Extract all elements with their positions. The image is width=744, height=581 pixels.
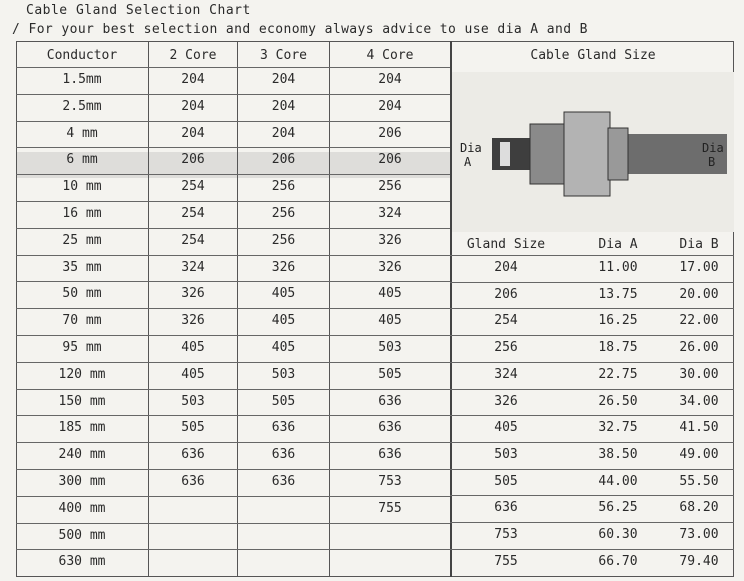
size-row-divider [450, 549, 734, 550]
row-divider [16, 415, 450, 416]
size-dia-b-cell: 49.00 [679, 447, 719, 462]
size-dia-a-cell: 44.00 [598, 474, 638, 489]
size-dia-b-cell: 17.00 [679, 260, 719, 275]
row-divider [16, 442, 450, 443]
gland-size-cell: 636 [378, 420, 402, 435]
gland-size-cell [331, 551, 449, 573]
gland-size-cell: 254 [181, 206, 205, 221]
conductor-cell: 500 mm [58, 528, 106, 543]
size-row-divider [450, 362, 734, 363]
gland-size-cell: 636 [271, 420, 296, 435]
gland-size-cell: 505 [378, 367, 402, 382]
gland-size-cell: 503 [271, 367, 296, 382]
size-gland-cell: 256 [494, 340, 518, 355]
size-gland-cell: 755 [494, 554, 518, 569]
size-gland-cell: 636 [494, 500, 518, 515]
row-divider [16, 549, 450, 550]
gland-size-cell: 326 [378, 233, 402, 248]
row-divider [16, 496, 450, 497]
gland-size-cell: 204 [271, 99, 296, 114]
header-gland-size: Gland Size [466, 237, 546, 252]
size-gland-cell: 254 [494, 313, 518, 328]
gland-size-cell: 204 [181, 126, 205, 141]
header-3-core: 3 Core [260, 48, 307, 63]
gland-size-cell [239, 498, 328, 520]
chart-title: Cable Gland Selection Chart [26, 3, 251, 18]
chart-subtitle: / For your best selection and economy always advice to use dia A and B [12, 22, 588, 37]
conductor-cell: 95 mm [62, 340, 102, 355]
header-conductor: Conductor [46, 48, 118, 63]
gland-size-cell: 636 [378, 447, 402, 462]
gland-size-cell: 326 [181, 286, 205, 301]
gland-size-cell: 636 [271, 447, 296, 462]
gland-size-cell: 206 [271, 152, 296, 167]
gland-size-cell: 505 [181, 420, 205, 435]
row-divider [16, 94, 450, 95]
size-row-divider [450, 495, 734, 496]
size-dia-a-cell: 18.75 [598, 340, 638, 355]
gland-size-cell: 254 [181, 233, 205, 248]
gland-size-cell: 324 [378, 206, 402, 221]
header-4-core: 4 Core [366, 48, 414, 63]
size-dia-b-cell: 73.00 [679, 527, 719, 542]
size-dia-a-cell: 11.00 [598, 260, 638, 275]
gland-size-cell: 254 [181, 179, 205, 194]
size-dia-b-cell: 68.20 [679, 500, 719, 515]
gland-size-cell: 326 [378, 260, 402, 275]
gland-size-cell: 206 [378, 126, 402, 141]
size-dia-a-cell: 22.75 [598, 367, 638, 382]
row-divider [16, 174, 450, 175]
gland-size-cell: 636 [378, 394, 402, 409]
size-dia-a-cell: 56.25 [598, 500, 638, 515]
gland-size-cell [150, 525, 236, 547]
gland-size-cell: 636 [181, 474, 205, 489]
conductor-cell: 240 mm [58, 447, 106, 462]
header-dia-a: Dia A [598, 237, 638, 252]
gland-size-cell: 755 [378, 501, 402, 516]
header-dia-b: Dia B [679, 237, 719, 252]
dia-a-label: Dia [460, 141, 482, 155]
header-cable-gland-size: Cable Gland Size [530, 48, 656, 63]
gland-size-cell [150, 498, 236, 520]
conductor-cell: 25 mm [62, 233, 102, 248]
size-dia-b-cell: 55.50 [679, 474, 719, 489]
gland-size-cell: 405 [378, 313, 402, 328]
gland-size-cell [239, 525, 328, 547]
size-dia-b-cell: 20.00 [679, 287, 719, 302]
size-gland-cell: 204 [494, 260, 518, 275]
row-divider [16, 389, 450, 390]
gland-size-cell: 204 [378, 99, 402, 114]
gland-size-cell: 636 [271, 474, 296, 489]
conductor-cell: 185 mm [58, 420, 106, 435]
size-row-divider [450, 522, 734, 523]
conductor-cell: 150 mm [58, 394, 106, 409]
size-row-divider [450, 389, 734, 390]
size-dia-b-cell: 30.00 [679, 367, 719, 382]
gland-size-cell: 206 [378, 152, 402, 167]
conductor-cell: 16 mm [62, 206, 102, 221]
gland-size-cell: 204 [271, 126, 296, 141]
size-dia-a-cell: 13.75 [598, 287, 638, 302]
size-row-divider [450, 442, 734, 443]
gland-size-cell: 256 [271, 206, 296, 221]
row-divider [16, 523, 450, 524]
size-gland-cell: 206 [494, 287, 518, 302]
gland-size-cell: 326 [181, 313, 205, 328]
conductor-cell: 35 mm [62, 260, 102, 275]
size-gland-cell: 405 [494, 420, 518, 435]
dia-b-label: Dia [702, 141, 724, 155]
size-gland-cell: 503 [494, 447, 518, 462]
subtitle-text: For your best selection and economy always advice to use dia A and B [28, 22, 588, 37]
row-divider [16, 308, 450, 309]
row-divider [16, 362, 450, 363]
size-dia-b-cell: 26.00 [679, 340, 719, 355]
conductor-cell: 4 mm [66, 126, 98, 141]
size-dia-b-cell: 22.00 [679, 313, 719, 328]
gland-size-cell: 503 [181, 394, 205, 409]
row-divider [16, 201, 450, 202]
gland-size-cell: 206 [181, 152, 205, 167]
gland-size-cell: 405 [271, 340, 296, 355]
size-row-divider [450, 255, 734, 256]
size-row-divider [450, 415, 734, 416]
svg-text:B: B [708, 155, 716, 169]
size-gland-cell: 326 [494, 394, 518, 409]
gland-size-cell: 204 [181, 99, 205, 114]
row-divider [16, 255, 450, 256]
gland-size-cell: 324 [181, 260, 205, 275]
size-dia-b-cell: 41.50 [679, 420, 719, 435]
size-dia-b-cell: 79.40 [679, 554, 719, 569]
size-dia-a-cell: 26.50 [598, 394, 638, 409]
conductor-cell: 400 mm [58, 501, 106, 516]
size-dia-a-cell: 16.25 [598, 313, 638, 328]
gland-size-cell: 405 [378, 286, 402, 301]
gland-size-cell: 636 [181, 447, 205, 462]
size-dia-b-cell: 34.00 [679, 394, 719, 409]
gland-size-cell: 503 [378, 340, 402, 355]
size-gland-cell: 324 [494, 367, 518, 382]
gland-size-cell: 505 [271, 394, 296, 409]
conductor-cell: 1.5mm [62, 72, 102, 87]
gland-size-cell [239, 551, 328, 573]
size-row-divider [450, 308, 734, 309]
row-divider [16, 335, 450, 336]
row-divider [16, 469, 450, 470]
size-dia-a-cell: 66.70 [598, 554, 638, 569]
gland-size-cell: 326 [271, 260, 296, 275]
gland-size-cell: 405 [271, 313, 296, 328]
conductor-cell: 2.5mm [62, 99, 102, 114]
conductor-cell: 10 mm [62, 179, 102, 194]
size-dia-a-cell: 60.30 [598, 527, 638, 542]
gland-size-cell: 753 [378, 474, 402, 489]
gland-size-cell: 204 [181, 72, 205, 87]
row-divider [16, 121, 450, 122]
size-gland-cell: 753 [494, 527, 518, 542]
gland-size-cell: 405 [181, 340, 205, 355]
size-gland-cell: 505 [494, 474, 518, 489]
gland-size-cell: 256 [378, 179, 402, 194]
conductor-cell: 50 mm [62, 286, 102, 301]
svg-text:A: A [464, 155, 472, 169]
conductor-cell: 6 mm [66, 152, 98, 167]
gland-size-cell [331, 525, 449, 547]
cable-gland-illustration [452, 72, 734, 232]
conductor-cell: 300 mm [58, 474, 106, 489]
size-row-divider [450, 469, 734, 470]
size-row-divider [450, 335, 734, 336]
row-divider [16, 147, 450, 148]
header-2-core: 2 Core [169, 48, 217, 63]
gland-size-cell: 256 [271, 179, 296, 194]
gland-size-cell: 405 [181, 367, 205, 382]
size-row-divider [450, 282, 734, 283]
gland-size-cell: 204 [378, 72, 402, 87]
conductor-cell: 120 mm [58, 367, 106, 382]
gland-size-cell: 204 [271, 72, 296, 87]
row-divider [16, 67, 450, 68]
size-dia-a-cell: 38.50 [598, 447, 638, 462]
conductor-cell: 70 mm [62, 313, 102, 328]
row-divider [16, 228, 450, 229]
gland-size-cell: 405 [271, 286, 296, 301]
conductor-cell: 630 mm [58, 554, 106, 569]
row-divider [16, 281, 450, 282]
size-dia-a-cell: 32.75 [598, 420, 638, 435]
gland-size-cell: 256 [271, 233, 296, 248]
gland-size-cell [150, 551, 236, 573]
